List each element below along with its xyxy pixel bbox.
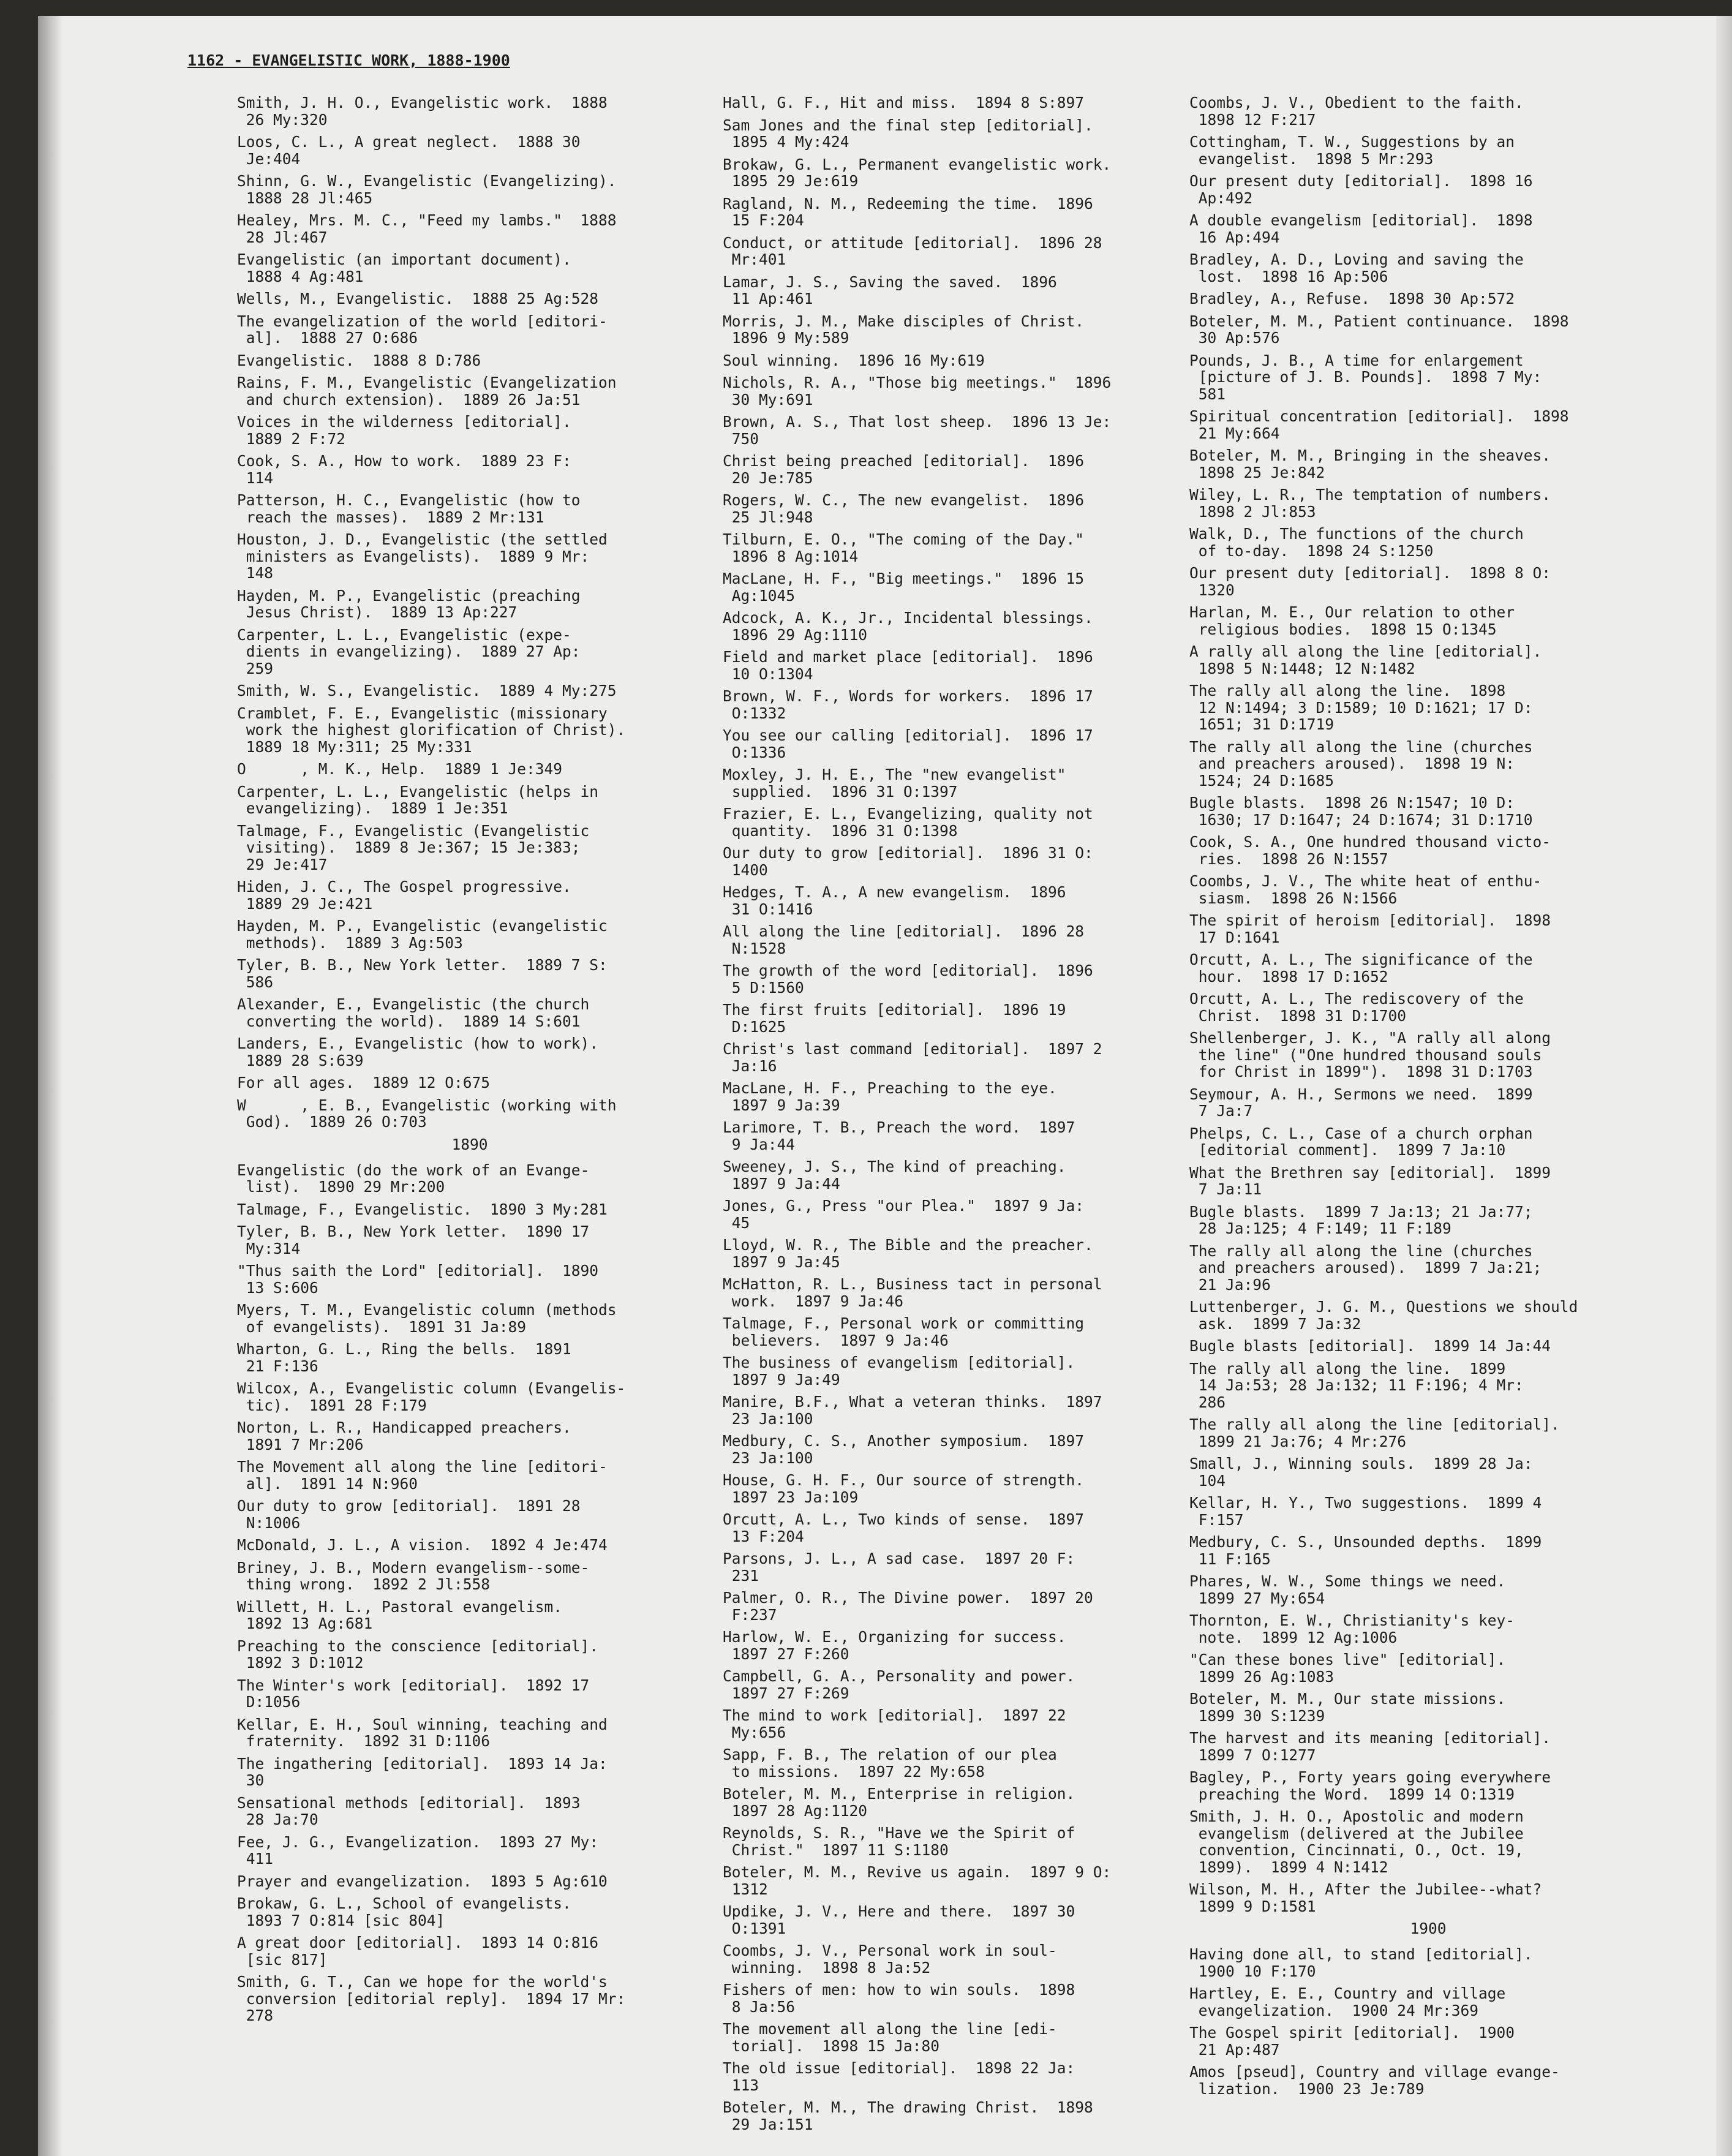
index-entry: Coombs, J. V., Obedient to the faith. 1898 12 F:217 — [1189, 94, 1524, 129]
index-entry: Our duty to grow [editorial]. 1891 28 N:1006 — [237, 1497, 581, 1532]
index-entry: Orcutt, A. L., Two kinds of sense. 1897 13 F:204 — [723, 1510, 1085, 1545]
index-entry: Bugle blasts [editorial]. 1899 14 Ja:44 — [1189, 1337, 1551, 1355]
index-entry: Briney, J. B., Modern evangelism--some- thing wrong. 1892 2 Jl:558 — [237, 1558, 590, 1593]
index-entry: Alexander, E., Evangelistic (the church converting the world). 1889 14 S:601 — [237, 995, 590, 1030]
index-entry: The mind to work [editorial]. 1897 22 My:656 — [723, 1706, 1066, 1741]
index-entry: Carpenter, L. L., Evangelistic (helps in evangelizing). 1889 1 Je:351 — [237, 782, 599, 817]
index-entry: The growth of the word [editorial]. 1896 5 D:1560 — [723, 962, 1093, 997]
index-entry: Kellar, H. Y., Two suggestions. 1899 4 F:157 — [1189, 1494, 1542, 1529]
index-entry: Boteler, M. M., Our state missions. 1899 30 S:1239 — [1189, 1690, 1506, 1725]
index-entry: Wilson, M. H., After the Jubilee--what? 1899 9 D:1581 — [1189, 1880, 1542, 1915]
index-entry: Smith, G. T., Can we hope for the world's conversion [editorial reply]. 1894 17 Mr: 278 — [237, 1973, 626, 2024]
index-entry: Voices in the wilderness [editorial]. 1889 2 F:72 — [237, 413, 571, 448]
index-entry: Myers, T. M., Evangelistic column (methods of evangelists). 1891 31 Ja:89 — [237, 1301, 617, 1336]
index-entry: Healey, Mrs. M. C., "Feed my lambs." 1888 28 Jl:467 — [237, 211, 617, 246]
index-entry: Hall, G. F., Hit and miss. 1894 8 S:897 — [723, 94, 1085, 111]
index-entry: Seymour, A. H., Sermons we need. 1899 7 Ja:7 — [1189, 1085, 1533, 1120]
index-entry: Pounds, J. B., A time for enlargement [picture of J. B. Pounds]. 1898 7 My: 581 — [1189, 351, 1542, 403]
index-entry: Tyler, B. B., New York letter. 1889 7 S: 586 — [237, 956, 608, 991]
index-entry: Evangelistic. 1888 8 D:786 — [237, 351, 481, 369]
index-entry: Brown, W. F., Words for workers. 1896 17 O:1332 — [723, 687, 1093, 722]
index-entry: Willett, H. L., Pastoral evangelism. 1892 13 Ag:681 — [237, 1597, 563, 1632]
index-entry: Parsons, J. L., A sad case. 1897 20 F: 231 — [723, 1550, 1075, 1585]
index-entry: Morris, J. M., Make disciples of Christ. 1896 9 My:589 — [723, 312, 1085, 347]
index-entry: Hedges, T. A., A new evangelism. 1896 31 O:1416 — [723, 883, 1066, 918]
index-entry: Preaching to the conscience [editorial]. 1892 3 D:1012 — [237, 1637, 599, 1672]
index-entry: Palmer, O. R., The Divine power. 1897 20 F:237 — [723, 1589, 1093, 1624]
index-entry: Campbell, G. A., Personality and power. 1897 27 F:269 — [723, 1667, 1075, 1702]
index-entry: Christ's last command [editorial]. 1897 2 Ja:16 — [723, 1040, 1102, 1075]
index-entry: What the Brethren say [editorial]. 1899 7 Ja:11 — [1189, 1163, 1551, 1198]
page-edge — [1716, 16, 1732, 2156]
index-entry: Sweeney, J. S., The kind of preaching. 1897 9 Ja:44 — [723, 1158, 1066, 1193]
index-entry: Cottingham, T. W., Suggestions by an evangelist. 1898 5 Mr:293 — [1189, 133, 1515, 168]
index-entry: A double evangelism [editorial]. 1898 16 Ap:494 — [1189, 211, 1533, 246]
index-entry: Medbury, C. S., Another symposium. 1897 23 Ja:100 — [723, 1432, 1085, 1467]
index-entry: The rally all along the line [editorial]. 1899 21 Ja:76; 4 Mr:276 — [1189, 1415, 1560, 1450]
index-entry: Manire, B.F., What a veteran thinks. 1897 23 Ja:100 — [723, 1393, 1102, 1428]
index-entry: Sam Jones and the final step [editorial]. 1895 4 My:424 — [723, 116, 1093, 151]
index-entry: The Winter's work [editorial]. 1892 17 D:1056 — [237, 1676, 590, 1711]
index-column-2 — [723, 94, 1188, 2138]
index-entry: Tyler, B. B., New York letter. 1890 17 My:314 — [237, 1223, 590, 1257]
index-entry: Evangelistic (an important document). 1888 4 Ag:481 — [237, 251, 571, 285]
index-entry: Having done all, to stand [editorial]. 1900 10 F:170 — [1189, 1945, 1533, 1980]
index-entry: Prayer and evangelization. 1893 5 Ag:610 — [237, 1872, 608, 1890]
index-entry: Coombs, J. V., The white heat of enthu- siasm. 1898 26 N:1566 — [1189, 872, 1542, 907]
index-entry: Norton, L. R., Handicapped preachers. 1891 7 Mr:206 — [237, 1419, 571, 1453]
index-entry: Talmage, F., Evangelistic. 1890 3 My:281 — [237, 1200, 608, 1218]
index-entry: Talmage, F., Evangelistic (Evangelistic visiting). 1889 8 Je:367; 15 Je:383; 29 Je:417 — [237, 821, 590, 873]
index-entry: Carpenter, L. L., Evangelistic (expe- dients in evangelizing). 1889 27 Ap: 259 — [237, 625, 581, 677]
index-entry: Bradley, A. D., Loving and saving the lost. 1898 16 Ap:506 — [1189, 251, 1524, 285]
index-entry: All along the line [editorial]. 1896 28 N:1528 — [723, 922, 1085, 957]
year-heading: 1900 — [1410, 1920, 1447, 1937]
index-entry: The Movement all along the line [editori- al]. 1891 14 N:960 — [237, 1458, 608, 1493]
index-entry: Brokaw, G. L., Permanent evangelistic work. 1895 29 Je:619 — [723, 155, 1112, 190]
index-entry: Small, J., Winning souls. 1899 28 Ja: 104 — [1189, 1455, 1533, 1490]
index-entry: Orcutt, A. L., The rediscovery of the Christ. 1898 31 D:1700 — [1189, 990, 1524, 1025]
page-binding-shadow — [38, 16, 62, 2156]
index-entry: Smith, W. S., Evangelistic. 1889 4 My:275 — [237, 682, 617, 699]
index-entry: Phelps, C. L., Case of a church orphan [editorial comment]. 1899 7 Ja:10 — [1189, 1124, 1533, 1159]
index-entry: Boteler, M. M., The drawing Christ. 1898 29 Ja:151 — [723, 2098, 1093, 2133]
index-entry: Smith, J. H. O., Apostolic and modern evangelism (delivered at the Jubilee convention, Cincinnati, O., Oct. 19, 1899). 1899 4 N:1412 — [1189, 1807, 1524, 1876]
index-entry: Walk, D., The functions of the church of to-day. 1898 24 S:1250 — [1189, 525, 1524, 560]
index-entry: Bagley, P., Forty years going everywhere preaching the Word. 1899 14 O:1319 — [1189, 1768, 1551, 1803]
index-entry: Wells, M., Evangelistic. 1888 25 Ag:528 — [237, 290, 599, 307]
index-entry: Loos, C. L., A great neglect. 1888 30 Je:404 — [237, 133, 581, 168]
index-entry: The rally all along the line (churches and preachers aroused). 1899 7 Ja:21; 21 Ja:96 — [1189, 1242, 1542, 1294]
index-entry: "Can these bones live" [editorial]. 1899 26 Ag:1083 — [1189, 1651, 1506, 1686]
index-entry: Our present duty [editorial]. 1898 8 O: 1320 — [1189, 564, 1551, 599]
index-entry: Lamar, J. S., Saving the saved. 1896 11 Ap:461 — [723, 273, 1057, 307]
index-entry: Bugle blasts. 1898 26 N:1547; 10 D: 1630; 17 D:1647; 24 D:1674; 31 D:1710 — [1189, 794, 1533, 829]
index-column-3 — [1189, 94, 1667, 2103]
index-entry: Moxley, J. H. E., The "new evangelist" supplied. 1896 31 O:1397 — [723, 766, 1066, 801]
index-entry: The rally all along the line. 1898 12 N:1494; 3 D:1589; 10 D:1621; 17 D: 1651; 31 D:1719 — [1189, 682, 1533, 733]
index-entry: Hartley, E. E., Country and village evangelization. 1900 24 Mr:369 — [1189, 1985, 1506, 2019]
index-entry: Frazier, E. L., Evangelizing, quality not quantity. 1896 31 O:1398 — [723, 805, 1093, 840]
index-entry: The harvest and its meaning [editorial]. 1899 7 O:1277 — [1189, 1729, 1551, 1764]
index-entry: Kellar, E. H., Soul winning, teaching and fraternity. 1892 31 D:1106 — [237, 1715, 608, 1750]
index-entry: Houston, J. D., Evangelistic (the settled ministers as Evangelists). 1889 9 Mr: 148 — [237, 530, 608, 582]
index-page — [38, 16, 1732, 2156]
index-entry: Wiley, L. R., The temptation of numbers. 1898 2 Jl:853 — [1189, 486, 1551, 521]
index-entry: Cook, S. A., One hundred thousand victo- ries. 1898 26 N:1557 — [1189, 833, 1551, 868]
index-entry: Conduct, or attitude [editorial]. 1896 28 Mr:401 — [723, 233, 1102, 268]
index-entry: The rally all along the line (churches and preachers aroused). 1898 19 N: 1524; 24 D:1685 — [1189, 737, 1533, 790]
index-entry: Talmage, F., Personal work or committing believers. 1897 9 Ja:46 — [723, 1314, 1085, 1349]
index-entry: Amos [pseud], Country and village evange- lization. 1900 23 Je:789 — [1189, 2063, 1560, 2098]
index-entry: Landers, E., Evangelistic (how to work). 1889 28 S:639 — [237, 1035, 599, 1069]
index-entry: Tilburn, E. O., "The coming of the Day." 1896 8 Ag:1014 — [723, 530, 1085, 565]
index-entry: Wilcox, A., Evangelistic column (Evangelis- tic). 1891 28 F:179 — [237, 1379, 626, 1414]
index-entry: Shellenberger, J. K., "A rally all along the line" ("One hundred thousand souls for Christ in 1899"). 1898 31 D:1703 — [1189, 1029, 1551, 1080]
index-entry: O , M. K., Help. 1889 1 Je:349 — [237, 760, 563, 778]
index-entry: Christ being preached [editorial]. 1896 20 Je:785 — [723, 452, 1085, 487]
running-head: 1162 - EVANGELISTIC WORK, 1888-1900 — [187, 51, 510, 69]
index-entry: Hayden, M. P., Evangelistic (preaching Jesus Christ). 1889 13 Ap:227 — [237, 586, 581, 621]
index-entry: Harlow, W. E., Organizing for success. 1897 27 F:260 — [723, 1628, 1066, 1663]
index-entry: Bugle blasts. 1899 7 Ja:13; 21 Ja:77; 28 Ja:125; 4 F:149; 11 F:189 — [1189, 1202, 1533, 1237]
index-entry: Our duty to grow [editorial]. 1896 31 O: 1400 — [723, 844, 1093, 879]
index-entry: Hayden, M. P., Evangelistic (evangelistic methods). 1889 3 Ag:503 — [237, 917, 608, 952]
index-entry: Spiritual concentration [editorial]. 1898 21 My:664 — [1189, 407, 1569, 442]
index-entry: Brokaw, G. L., School of evangelists. 1893 7 O:814 [sic 804] — [237, 1894, 571, 1929]
index-entry: Luttenberger, J. G. M., Questions we should ask. 1899 7 Ja:32 — [1189, 1298, 1578, 1333]
index-entry: Cramblet, F. E., Evangelistic (missionary work the highest glorification of Christ). 1889 18 My:311; 25 My:331 — [237, 704, 626, 756]
index-entry: Harlan, M. E., Our relation to other religious bodies. 1898 15 O:1345 — [1189, 603, 1515, 638]
index-entry: The movement all along the line [edi- torial]. 1898 15 Ja:80 — [723, 2020, 1057, 2055]
index-entry: Boteler, M. M., Enterprise in religion. 1897 28 Ag:1120 — [723, 1785, 1075, 1820]
index-entry: The spirit of heroism [editorial]. 1898 17 D:1641 — [1189, 911, 1551, 946]
index-entry: Coombs, J. V., Personal work in soul- winning. 1898 8 Ja:52 — [723, 1942, 1057, 1977]
index-entry: The rally all along the line. 1899 14 Ja:53; 28 Ja:132; 11 F:196; 4 Mr: 286 — [1189, 1359, 1524, 1411]
index-entry: "Thus saith the Lord" [editorial]. 1890 13 S:606 — [237, 1262, 599, 1297]
index-column-1 — [237, 94, 702, 2030]
index-entry: Fee, J. G., Evangelization. 1893 27 My: 411 — [237, 1833, 599, 1868]
index-entry: The Gospel spirit [editorial]. 1900 21 Ap:487 — [1189, 2024, 1515, 2059]
index-entry: The ingathering [editorial]. 1893 14 Ja: 30 — [237, 1754, 608, 1789]
index-entry: McDonald, J. L., A vision. 1892 4 Je:474 — [237, 1536, 608, 1554]
index-entry: Boteler, M. M., Revive us again. 1897 9 O: 1312 — [723, 1863, 1112, 1898]
index-entry: Updike, J. V., Here and there. 1897 30 O:1391 — [723, 1902, 1075, 1937]
index-entry: Phares, W. W., Some things we need. 1899 27 My:654 — [1189, 1572, 1506, 1607]
index-entry: The first fruits [editorial]. 1896 19 D:1625 — [723, 1001, 1066, 1036]
index-entry: Boteler, M. M., Patient continuance. 1898 30 Ap:576 — [1189, 312, 1569, 347]
index-entry: The old issue [editorial]. 1898 22 Ja: 113 — [723, 2059, 1075, 2094]
index-entry: Jones, G., Press "our Plea." 1897 9 Ja: 45 — [723, 1197, 1085, 1232]
index-entry: Medbury, C. S., Unsounded depths. 1899 11 F:165 — [1189, 1533, 1542, 1568]
index-entry: Soul winning. 1896 16 My:619 — [723, 351, 985, 369]
index-entry: Patterson, H. C., Evangelistic (how to reach the masses). 1889 2 Mr:131 — [237, 491, 581, 526]
index-entry: MacLane, H. F., "Big meetings." 1896 15 Ag:1045 — [723, 570, 1085, 605]
year-heading: 1890 — [451, 1135, 488, 1153]
index-entry: Cook, S. A., How to work. 1889 23 F: 114 — [237, 452, 571, 487]
index-entry: House, G. H. F., Our source of strength. 1897 23 Ja:109 — [723, 1471, 1085, 1506]
index-entry: Reynolds, S. R., "Have we the Spirit of Christ." 1897 11 S:1180 — [723, 1824, 1075, 1859]
index-entry: Ragland, N. M., Redeeming the time. 1896 15 F:204 — [723, 194, 1093, 229]
index-entry: Shinn, G. W., Evangelistic (Evangelizing). 1888 28 Jl:465 — [237, 172, 617, 207]
index-entry: Sapp, F. B., The relation of our plea to missions. 1897 22 My:658 — [723, 1746, 1057, 1781]
index-entry: W , E. B., Evangelistic (working with God). 1889 26 O:703 — [237, 1096, 617, 1131]
index-entry: Rains, F. M., Evangelistic (Evangelization and church extension). 1889 26 Ja:51 — [237, 374, 617, 409]
index-entry: McHatton, R. L., Business tact in personal work. 1897 9 Ja:46 — [723, 1275, 1102, 1310]
index-entry: Field and market place [editorial]. 1896 10 O:1304 — [723, 648, 1093, 683]
index-entry: Hiden, J. C., The Gospel progressive. 1889 29 Je:421 — [237, 878, 571, 913]
index-entry: For all ages. 1889 12 O:675 — [237, 1074, 491, 1091]
index-entry: Evangelistic (do the work of an Evange- list). 1890 29 Mr:200 — [237, 1161, 590, 1196]
index-entry: Adcock, A. K., Jr., Incidental blessings. 1896 29 Ag:1110 — [723, 609, 1093, 644]
index-entry: The evangelization of the world [editori- al]. 1888 27 O:686 — [237, 312, 608, 347]
index-entry: Lloyd, W. R., The Bible and the preacher. 1897 9 Ja:45 — [723, 1236, 1093, 1271]
index-entry: You see our calling [editorial]. 1896 17 O:1336 — [723, 726, 1093, 761]
index-entry: Thornton, E. W., Christianity's key- note. 1899 12 Ag:1006 — [1189, 1611, 1515, 1646]
index-entry: A rally all along the line [editorial]. 1898 5 N:1448; 12 N:1482 — [1189, 643, 1542, 677]
index-entry: Larimore, T. B., Preach the word. 1897 9 Ja:44 — [723, 1118, 1075, 1153]
index-entry: Bradley, A., Refuse. 1898 30 Ap:572 — [1189, 290, 1515, 307]
index-entry: Our present duty [editorial]. 1898 16 Ap:492 — [1189, 172, 1533, 207]
index-entry: Rogers, W. C., The new evangelist. 1896 25 Jl:948 — [723, 491, 1085, 526]
index-entry: Nichols, R. A., "Those big meetings." 1896 30 My:691 — [723, 374, 1112, 409]
index-entry: Fishers of men: how to win souls. 1898 8 Ja:56 — [723, 1981, 1075, 2016]
index-entry: Smith, J. H. O., Evangelistic work. 1888 26 My:320 — [237, 94, 608, 129]
index-entry: Orcutt, A. L., The significance of the hour. 1898 17 D:1652 — [1189, 951, 1533, 986]
index-entry: Wharton, G. L., Ring the bells. 1891 21 F:136 — [237, 1340, 571, 1375]
index-entry: A great door [editorial]. 1893 14 O:816 [sic 817] — [237, 1934, 599, 1969]
index-entry: Brown, A. S., That lost sheep. 1896 13 Je: 750 — [723, 413, 1112, 448]
index-entry: The business of evangelism [editorial]. 1897 9 Ja:49 — [723, 1354, 1075, 1389]
index-entry: Boteler, M. M., Bringing in the sheaves. 1898 25 Je:842 — [1189, 447, 1551, 481]
index-entry: Sensational methods [editorial]. 1893 28 Ja:70 — [237, 1793, 581, 1828]
index-entry: MacLane, H. F., Preaching to the eye. 1897 9 Ja:39 — [723, 1079, 1057, 1114]
